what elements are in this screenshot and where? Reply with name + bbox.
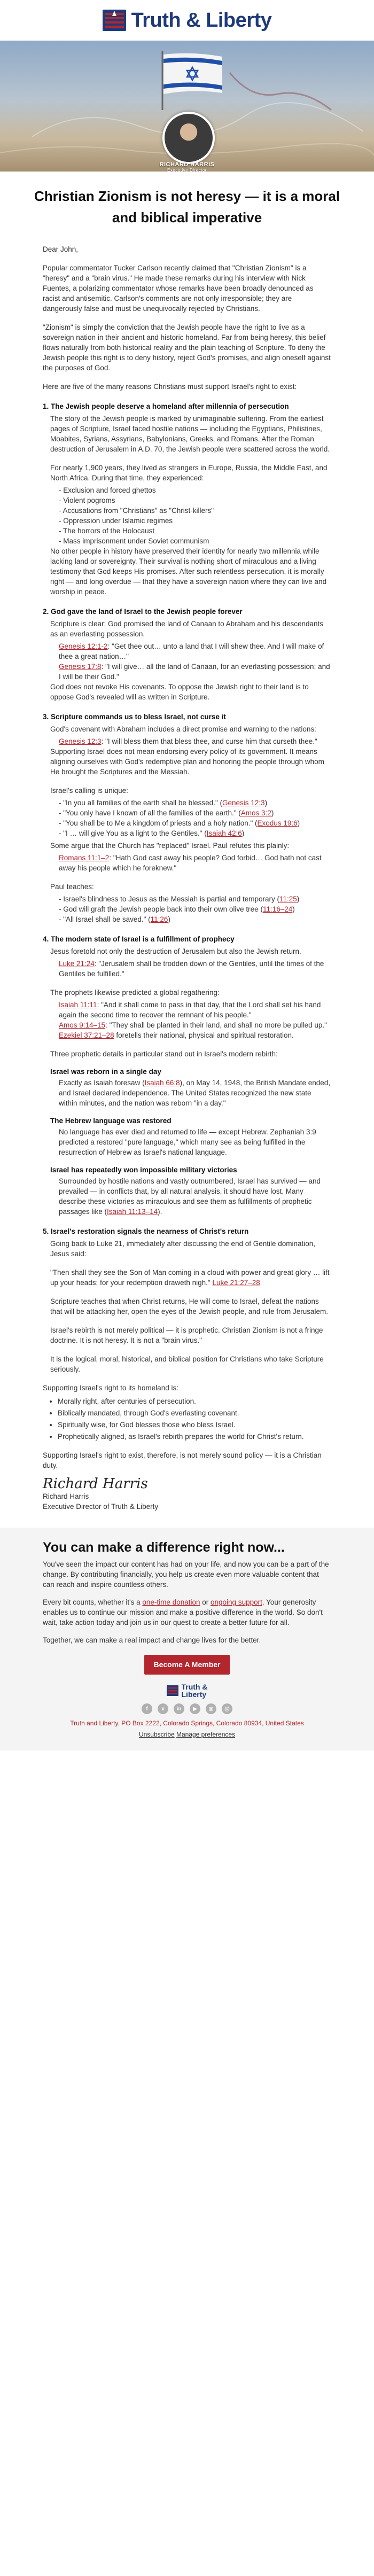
scripture-quote: Amos 9:14–15: "They shall be planted in their land, and shall no more be pulled up." bbox=[59, 1021, 327, 1029]
email-header bbox=[0, 0, 374, 41]
intro-paragraph-3: Here are five of the many reasons Christians must support Israel's right to exist: bbox=[43, 383, 297, 391]
section-5-paragraph: Scripture teaches that when Christ returns, He will come to Israel, defeat the nations that will be attacking her, open the eyes of the Jewish people, and rule from Jerusalem. bbox=[50, 1297, 329, 1316]
author-portrait bbox=[162, 112, 215, 164]
brand-logo-icon bbox=[103, 9, 126, 32]
prophecy-detail-text: No language has ever died and returned to life — except Hebrew. Zephaniah 3:9 predicted a restored "pure language," which many see as being fulfilled in the resurrection of Hebrew as Israel's national language. bbox=[59, 1128, 316, 1156]
section-3-paragraph: Some argue that the Church has "replaced" Israel. Paul refutes this plainly: bbox=[50, 842, 290, 850]
scripture-link[interactable]: Isaiah 11:11 bbox=[59, 1001, 97, 1009]
scripture-quote: "Then shall they see the Son of Man coming in a cloud with power and great glory … lift up your heads; for your redemption draweth nigh." Luke 21:27–28 bbox=[50, 1268, 330, 1287]
linkedin-icon[interactable]: in bbox=[174, 1703, 184, 1714]
signature-block bbox=[43, 1476, 331, 1512]
brand-logo-icon bbox=[167, 1685, 178, 1696]
list-item: - Violent pogroms bbox=[59, 496, 115, 504]
section-2-paragraph: God does not revoke His covenants. To oppose the Jewish right to their land is to oppose God's revealed will as written in Scripture. bbox=[50, 683, 309, 701]
scripture-link[interactable]: Isaiah 11:13–14 bbox=[107, 1208, 158, 1216]
calling-item: - "You shall be to Me a kingdom of priests and a holy nation." (Exodus 19:6) bbox=[59, 819, 300, 827]
section-5-paragraph: Israel's rebirth is not merely political — it is prophetic. Christian Zionism is not a fringe doctrine. It is not heresy. It is not a "brain virus." bbox=[50, 1326, 323, 1344]
section-3-paragraph: Paul teaches: bbox=[50, 883, 94, 891]
scripture-link[interactable]: 11:25 bbox=[279, 895, 297, 903]
author-name-tag bbox=[0, 161, 374, 172]
section-3-title: 3. Scripture commands us to bless Israel, not curse it bbox=[43, 713, 226, 721]
postal-address: Truth and Liberty, PO Box 2222, Colorado Springs, Colorado 80934, United States bbox=[70, 1719, 304, 1727]
section-1-paragraph: The story of the Jewish people is marked by unimaginable suffering. From the earliest pages of Scripture, Israel faced hostile nations — including the Egyptians, Philistines, Moabites, Syrians, Assyrians, Babylonians, Greeks, and Romans. After the Roman destruction of Jerusalem in A.D. 70, the Jewish people were scattered across the world. bbox=[50, 415, 330, 453]
footer-brand-name: Truth & Liberty bbox=[181, 1683, 208, 1699]
intro-paragraph-1: Popular commentator Tucker Carlson recently claimed that "Christian Zionism" is a "heresy" and a "brain virus." He made these remarks during his interview with Nick Fuentes, a polarizing commentator whose remarks have been broadly denounced as racist and antisemitic. Carlson's comments are not only irresponsible; they are dangerously false and must be unequivocally rejected by Christians. bbox=[43, 264, 314, 313]
list-item: - Accusations from "Christians" as "Christ-killers" bbox=[59, 507, 214, 515]
ongoing-support-link[interactable]: ongoing support bbox=[211, 1598, 262, 1606]
prophecy-detail-title: Israel was reborn in a single day bbox=[50, 1068, 161, 1076]
handwritten-signature: Richard Harris bbox=[43, 1476, 148, 1492]
scripture-link[interactable]: Exodus 19:6 bbox=[257, 819, 298, 827]
scripture-link[interactable]: Isaiah 66:8 bbox=[144, 1079, 180, 1087]
calling-item: - "I … will give You as a light to the Gentiles." (Isaiah 42:6) bbox=[59, 829, 245, 837]
unsubscribe-link[interactable]: Unsubscribe bbox=[138, 1731, 175, 1738]
prophecy-detail-text: Exactly as Isaiah foresaw (Isaiah 66:8), on May 14, 1948, the British Mandate ended, and Israel declared independence. The United States recognized the new state within minutes, and the nation was reborn "in a day." bbox=[59, 1079, 331, 1107]
brand-name: Truth & Liberty bbox=[131, 9, 272, 32]
israel-flag-icon bbox=[160, 51, 224, 110]
email-preferences bbox=[43, 1730, 331, 1740]
section-3-paragraph: God's covenant with Abraham includes a direct promise and warning to the nations: bbox=[50, 725, 316, 733]
section-4-paragraph: Three prophetic details in particular stand out in Israel's modern rebirth: bbox=[50, 1050, 278, 1058]
cta-heading: You can make a difference right now... bbox=[43, 1540, 285, 1555]
scripture-link[interactable]: Luke 21:27–28 bbox=[212, 1279, 260, 1287]
prophecy-detail-title: The Hebrew language was restored bbox=[50, 1117, 172, 1125]
scripture-link[interactable]: Luke 21:24 bbox=[59, 960, 95, 968]
instagram-icon[interactable]: ◎ bbox=[206, 1703, 216, 1714]
facebook-icon[interactable]: f bbox=[142, 1703, 152, 1714]
section-1-paragraph: For nearly 1,900 years, they lived as strangers in Europe, Russia, the Middle East, and North Africa. During that time, they experienced: bbox=[50, 464, 328, 482]
article-body bbox=[0, 244, 374, 1512]
section-1-paragraph: No other people in history have preserved their identity for nearly two millennia while lacking land or sovereignty. Their survival is nothing short of miraculous and a living testimony that God keeps His promises. After such relentless persecution, it is morally right — and long overdue — that they have a sovereign nation where they can live and worship in peace. bbox=[50, 547, 327, 596]
youtube-icon[interactable]: ▶ bbox=[190, 1703, 200, 1714]
signer-role: Executive Director of Truth & Liberty bbox=[43, 1503, 159, 1511]
scripture-link[interactable]: 11:16–24 bbox=[262, 905, 293, 913]
scripture-link[interactable]: Genesis 12:1-2 bbox=[59, 642, 108, 650]
list-item: • Biblically mandated, through God's everlasting covenant. bbox=[58, 1408, 331, 1418]
list-item: • Prophetically aligned, as Israel's rebirth prepares the world for Christ's return. bbox=[58, 1431, 331, 1442]
cta-paragraph: Together, we can make a real impact and change lives for the better. bbox=[43, 1636, 261, 1644]
list-item: - The horrors of the Holocaust bbox=[59, 527, 155, 535]
section-2-title: 2. God gave the land of Israel to the Jewish people forever bbox=[43, 608, 243, 616]
scripture-link[interactable]: Genesis 17:8 bbox=[59, 663, 102, 671]
section-1-title: 1. The Jewish people deserve a homeland after millennia of persecution bbox=[43, 402, 289, 410]
prophecy-detail-text: Surrounded by hostile nations and vastly outnumbered, Israel has survived — and prevailed — in conflicts that, by all natural analysis, it should have lost. Many describe these victories as miraculous and see them as fulfillments of prophetic passages like (Isaiah 11:13–14). bbox=[59, 1177, 321, 1216]
scripture-quote: Genesis 12:1-2: "Get thee out… unto a land that I will shew thee. And I will make of thee a great nation…" bbox=[59, 642, 324, 660]
calling-item: - "You only have I known of all the families of the earth." (Amos 3:2) bbox=[59, 809, 274, 817]
scripture-link[interactable]: Amos 9:14–15 bbox=[59, 1021, 106, 1029]
section-2-paragraph: Scripture is clear: God promised the land of Canaan to Abraham and his descendants as an everlasting possession. bbox=[50, 620, 324, 638]
section-5-paragraph: It is the logical, moral, historical, and biblical position for Christians who take Scripture seriously. bbox=[50, 1355, 324, 1373]
prophecy-detail-title: Israel has repeatedly won impossible military victories bbox=[50, 1166, 237, 1174]
teaching-item: - "All Israel shall be saved." (11:26) bbox=[59, 915, 170, 923]
list-item: • Spiritually wise, for God blesses those who bless Israel. bbox=[58, 1420, 331, 1430]
section-4-paragraph: Jesus foretold not only the destruction of Jerusalem but also the Jewish return. bbox=[50, 947, 301, 955]
author-role: Executive Director bbox=[167, 168, 207, 172]
scripture-link[interactable]: Romans 11:1–2 bbox=[59, 854, 110, 862]
section-4-paragraph: The prophets likewise predicted a global regathering: bbox=[50, 989, 220, 997]
scripture-quote: Romans 11:1–2: "Hath God cast away his people? God forbid… God hath not cast away his people which he foreknew." bbox=[59, 854, 322, 872]
hero-image bbox=[0, 41, 374, 172]
cta-paragraph: Every bit counts, whether it's a one-time donation or ongoing support. Your generosity enables us to continue our mission and make a positive difference in the world. So don't wait, take action today and join us in our quest to create a better future for all. bbox=[43, 1598, 323, 1626]
list-item: • Morally right, after centuries of persecution. bbox=[58, 1396, 331, 1406]
section-3-paragraph: Israel's calling is unique: bbox=[50, 787, 128, 795]
email-icon[interactable]: @ bbox=[222, 1703, 232, 1714]
section-5-paragraph: Going back to Luke 21, immediately after discussing the end of Gentile domination, Jesus said: bbox=[50, 1240, 316, 1258]
article-title: Christian Zionism is not heresy — it is a moral and biblical imperative bbox=[34, 188, 340, 225]
scripture-link[interactable]: Genesis 12:3 bbox=[222, 799, 265, 807]
scripture-link[interactable]: Amos 3:2 bbox=[240, 809, 271, 817]
x-twitter-icon[interactable]: x bbox=[158, 1703, 168, 1714]
scripture-quote: Luke 21:24: "Jerusalem shall be trodden down of the Gentiles, until the times of the Gentiles be fulfilled." bbox=[59, 960, 324, 978]
become-member-button[interactable]: Become A Member bbox=[144, 1655, 230, 1675]
scripture-quote: Genesis 17:8: "I will give… all the land of Canaan, for an everlasting possession; and I will be their God." bbox=[59, 663, 330, 681]
signer-name: Richard Harris bbox=[43, 1492, 89, 1500]
manage-preferences-link[interactable]: Manage preferences bbox=[176, 1731, 236, 1738]
scripture-quote: Ezekiel 37:21–28 foretells their national, physical and spiritual restoration. bbox=[59, 1031, 294, 1039]
scripture-link[interactable]: Ezekiel 37:21–28 bbox=[59, 1031, 114, 1039]
section-4-title: 4. The modern state of Israel is a fulfillment of prophecy bbox=[43, 935, 235, 943]
persecution-list bbox=[43, 485, 331, 546]
intro-paragraph-2: "Zionism" is simply the conviction that the Jewish people have the right to live as a sovereign nation in their ancient and historic homeland. Far from being heresy, this belief flows naturally from both historical reality and the plain teaching of Scripture. To deny the Jewish people this right is to deny history, reject God's promises, and align oneself against the purposes of God. bbox=[43, 323, 331, 372]
section-5-title: 5. Israel's restoration signals the nearness of Christ's return bbox=[43, 1227, 249, 1235]
donation-cta-section bbox=[0, 1528, 374, 1750]
greeting: Dear John, bbox=[43, 245, 79, 253]
scripture-link[interactable]: 11:26 bbox=[150, 915, 168, 923]
list-item: - Mass imprisonment under Soviet communism bbox=[59, 537, 209, 545]
author-name: RICHARD HARRIS bbox=[159, 161, 215, 168]
scripture-link[interactable]: Isaiah 42:6 bbox=[206, 829, 242, 837]
scripture-quote: Isaiah 11:11: "And it shall come to pass in that day, that the Lord shall set his hand again the second time to recover the remnant of his people." bbox=[59, 1001, 321, 1019]
cta-paragraph: You've seen the impact our content has had on your life, and now you can be a part of the change. By contributing financially, you help us create even more valuable content that can reach and inspire countless others. bbox=[43, 1560, 329, 1589]
closing-paragraph: Supporting Israel's right to its homeland is: bbox=[43, 1384, 178, 1392]
calling-item: - "In you all families of the earth shall be blessed." (Genesis 12:3) bbox=[59, 799, 268, 807]
teaching-item: - God will graft the Jewish people back into their own olive tree (11:16–24) bbox=[59, 905, 295, 913]
scripture-quote: Genesis 12:3: "I will bless them that bless thee, and curse him that curseth thee." bbox=[59, 737, 317, 745]
footer-logo bbox=[43, 1683, 331, 1698]
teaching-item: - Israel's blindness to Jesus as the Messiah is partial and temporary (11:25) bbox=[59, 895, 300, 903]
section-3-paragraph: Supporting Israel does not mean endorsing every policy of its government. It means aligning ourselves with God's redemptive plan and honoring the people through whom He brought the Scriptures and the Messiah. bbox=[50, 748, 324, 776]
closing-list bbox=[43, 1396, 331, 1442]
social-links bbox=[43, 1703, 331, 1714]
list-item: - Exclusion and forced ghettos bbox=[59, 486, 156, 494]
list-item: - Oppression under Islamic regimes bbox=[59, 517, 173, 525]
closing-paragraph: Supporting Israel's right to exist, therefore, is not merely sound policy — it is a Christian duty. bbox=[43, 1451, 322, 1469]
scripture-link[interactable]: Genesis 12:3 bbox=[59, 737, 102, 745]
one-time-donation-link[interactable]: one-time donation bbox=[142, 1598, 200, 1606]
